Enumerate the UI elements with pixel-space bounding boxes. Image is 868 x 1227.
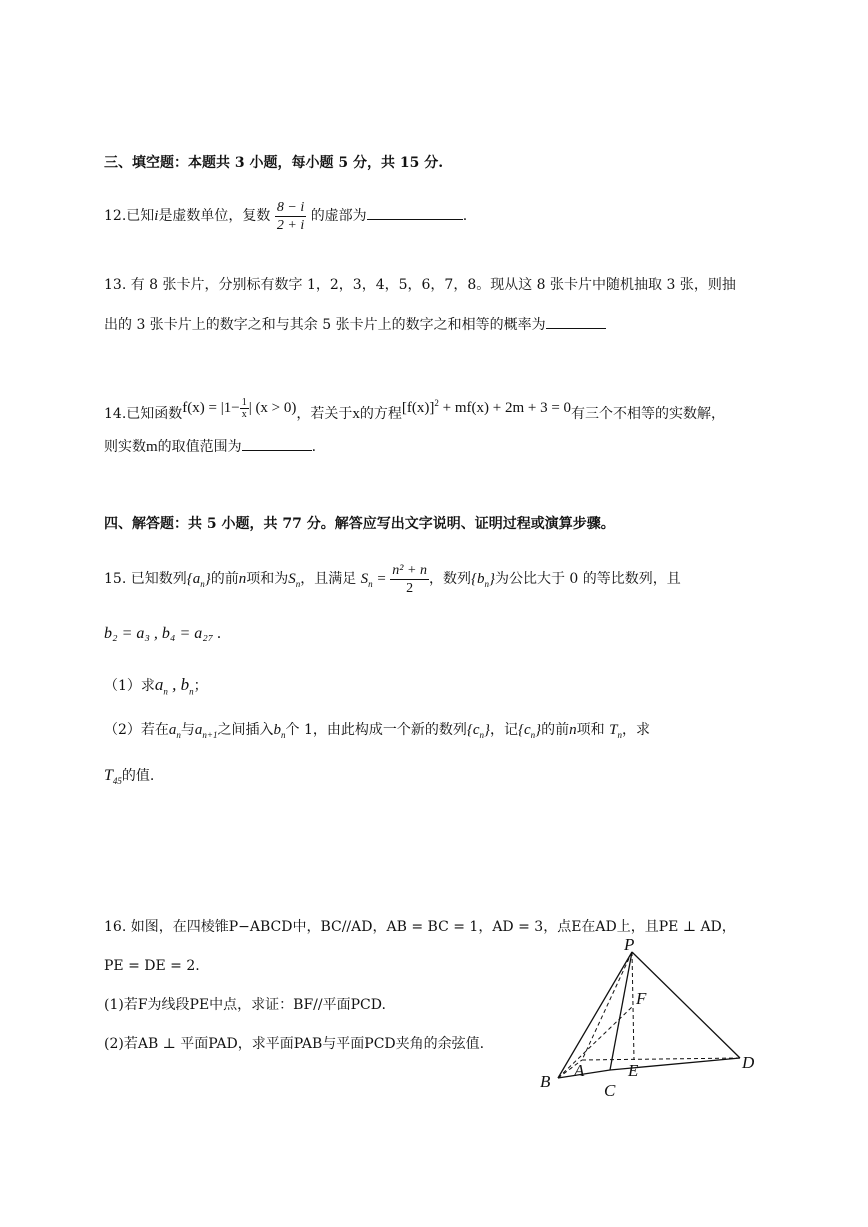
q15-part1-b: b — [180, 675, 190, 694]
q15-part2-Tn: $T_n$ — [609, 722, 622, 740]
q15-part1-label: （1）求 — [104, 678, 155, 694]
q15-p4: ，且满足 — [300, 571, 357, 587]
q12-prefix: 12.已知 — [104, 208, 155, 224]
label-A: A — [574, 1061, 585, 1080]
question-14-line1 — [104, 396, 725, 427]
q15-part2-cn-set: $\{c_n\}$ — [466, 722, 491, 740]
question-14-line2 — [104, 436, 316, 457]
q15-Sn-lhs: S — [360, 571, 369, 587]
q15-part2-an-sub: n — [176, 730, 181, 740]
q15-p1: 15. 已知数列 — [104, 571, 187, 587]
q15-Sn-formula: $S_n$ = — [360, 571, 391, 589]
question-15-part1 — [104, 675, 208, 701]
question-12 — [104, 196, 467, 236]
q14-func-head: f(x) = |1− — [182, 400, 240, 416]
q12-frac-den: 2 + i — [276, 217, 305, 233]
q15-p2: 的前 — [210, 571, 239, 587]
q15-T45 — [104, 767, 122, 787]
q15-part2-bn-sub: n — [281, 730, 286, 740]
q15-part2-n: n — [569, 722, 577, 738]
question-15-part2 — [104, 720, 650, 745]
label-C: C — [604, 1081, 616, 1100]
pyramid-figure — [534, 934, 764, 1104]
q12-fraction — [275, 199, 306, 234]
q15-part2-cn-set2: $\{c_n\}$ — [518, 722, 542, 740]
q14-x: x — [352, 406, 360, 422]
q15-fraction — [390, 562, 429, 597]
q14-frac-num: 1 — [241, 397, 247, 409]
q14-line2c: . — [311, 439, 317, 455]
label-E: E — [628, 1061, 639, 1080]
q15-part2-f: 的前 — [541, 722, 570, 738]
q15-part1-a-sub: n — [163, 686, 168, 697]
q15-part1-vars: $a_n$ , $b_n$ — [154, 675, 194, 697]
question-13-line2 — [104, 314, 606, 335]
q15-part2-an1-sub: n+1 — [202, 730, 218, 740]
q14-end: 有三个不相等的实数解， — [571, 406, 726, 422]
question-16-part2: (2)若AB ⊥ 平面PAD，求平面PAB与平面PCD夹角的余弦值. — [104, 1036, 485, 1052]
q12-suffix: 的虚部为 — [310, 208, 367, 224]
q13-line2-text: 出的 3 张卡片上的数字之和与其余 5 张卡片上的数字之和相等的概率为 — [104, 317, 546, 333]
question-15-part2-line2 — [104, 766, 154, 791]
question-15-line1 — [104, 556, 681, 602]
edge-PD — [632, 952, 740, 1058]
label-B: B — [540, 1072, 551, 1091]
q15-part2-bn: $b_n$ — [273, 722, 286, 740]
q15-bn-sub: n — [484, 579, 489, 589]
q13-answer-blank[interactable] — [546, 314, 606, 329]
q12-mid: 是虚数单位，复数 — [158, 208, 271, 224]
q15-p5: ，数列 — [428, 571, 471, 587]
q12-end: . — [462, 208, 468, 224]
q15-part2-an1: $a_{n+1}$ — [194, 722, 218, 740]
q14-frac-den: x — [241, 409, 247, 421]
q15-bn-brace: {b — [470, 571, 485, 587]
edge-PA — [582, 952, 632, 1060]
q15-part1-a: a — [154, 675, 164, 694]
q14-frac — [240, 397, 249, 420]
q15-p3: 项和为 — [246, 571, 289, 587]
q12-answer-blank[interactable] — [367, 205, 463, 220]
label-D: D — [742, 1053, 755, 1072]
q14-equation — [402, 400, 571, 416]
q15-bn-set — [471, 571, 495, 587]
q15-an-set — [187, 571, 211, 587]
question-16-part1: (1)若F为线段PE中点，求证：BF//平面PCD. — [104, 997, 386, 1013]
section4-heading: 四、解答题：共 5 小题，共 77 分。解答应写出文字说明、证明过程或演算步骤。 — [104, 516, 615, 532]
q15-frac-num: n² + n — [392, 562, 427, 578]
segment-BF — [558, 1006, 633, 1078]
q15-part2-an: $a_n$ — [168, 722, 181, 740]
q15-S-sub: n — [295, 579, 301, 589]
q14-mid: ，若关于 — [296, 406, 353, 422]
q12-frac-num: 8 − i — [276, 199, 305, 215]
q15-an-close: } — [204, 571, 211, 587]
q15-part2-e: ，记 — [490, 722, 519, 738]
q14-prefix: 14.已知函数 — [104, 406, 183, 422]
q15-part2-h: ，求 — [621, 722, 650, 738]
q15-bn-close: } — [488, 571, 495, 587]
q14-line2a: 则实数 — [104, 439, 146, 455]
q15-p6: 为公比大于 0 的等比数列，且 — [494, 571, 681, 587]
q14-mid2: 的方程 — [359, 406, 402, 422]
q15-part2-b: 与 — [180, 722, 195, 738]
question-13-line1: 13. 有 8 张卡片，分别标有数字 1，2，3，4，5，6，7，8。现从这 8 张卡片中随机抽取 3 张，则抽 — [104, 277, 736, 293]
question-16-line2: PE = DE = 2. — [104, 958, 200, 974]
q15-part2-cn2-sub: n — [530, 730, 536, 740]
section3-heading: 三、填空题：本题共 3 小题，每小题 5 分，共 15 分. — [104, 155, 444, 171]
question-15-condition: b₂ = a₃ , b₄ = a₂₇ . — [104, 625, 222, 642]
q14-func-end: | (x > 0) — [248, 400, 297, 416]
q14-function — [182, 397, 297, 421]
q15-part1-end: ； — [193, 678, 208, 694]
q14-line2b: 的取值范围为 — [157, 439, 242, 455]
q14-eq: [f(x)] — [401, 400, 435, 416]
q15-Sn-lhs-sub: n — [368, 579, 373, 589]
q14-m: m — [146, 439, 158, 455]
label-F: F — [636, 989, 647, 1008]
q14-eq-rest: + mf(x) + 2m + 3 = 0 — [438, 400, 572, 416]
q15-T45-T: T — [104, 767, 113, 784]
q15-n: n — [238, 571, 247, 587]
q15-part1-b-sub: n — [189, 686, 194, 697]
q15-part2-a: （2）若在 — [104, 722, 169, 738]
q15-Sn — [288, 571, 300, 587]
q15-an-brace: {a — [186, 571, 201, 587]
q15-part2-d: 个 1，由此构成一个新的数列 — [285, 722, 467, 738]
q14-eq-sup: 2 — [434, 398, 439, 408]
q15-part2-c: 之间插入 — [217, 722, 274, 738]
q15-part2-Tn-sub: n — [617, 730, 622, 740]
q15-frac-den: 2 — [406, 580, 414, 596]
label-P: P — [624, 935, 635, 954]
q15-part2-g: 项和 — [576, 722, 605, 738]
q15-S: S — [288, 571, 296, 587]
q15-T45-end: 的值. — [121, 768, 155, 784]
q15-an-sub: n — [200, 579, 205, 589]
q15-T45-sub: 45 — [112, 776, 122, 787]
q14-answer-blank[interactable] — [242, 436, 312, 451]
q15-part2-cn-sub: n — [479, 730, 485, 740]
question-16-line1: 16. 如图，在四棱锥P−ABCD中，BC//AD，AB = BC = 1，AD = 3，点E在AD上，且PE ⊥ AD， — [104, 919, 736, 935]
q12-i: i — [154, 208, 159, 224]
